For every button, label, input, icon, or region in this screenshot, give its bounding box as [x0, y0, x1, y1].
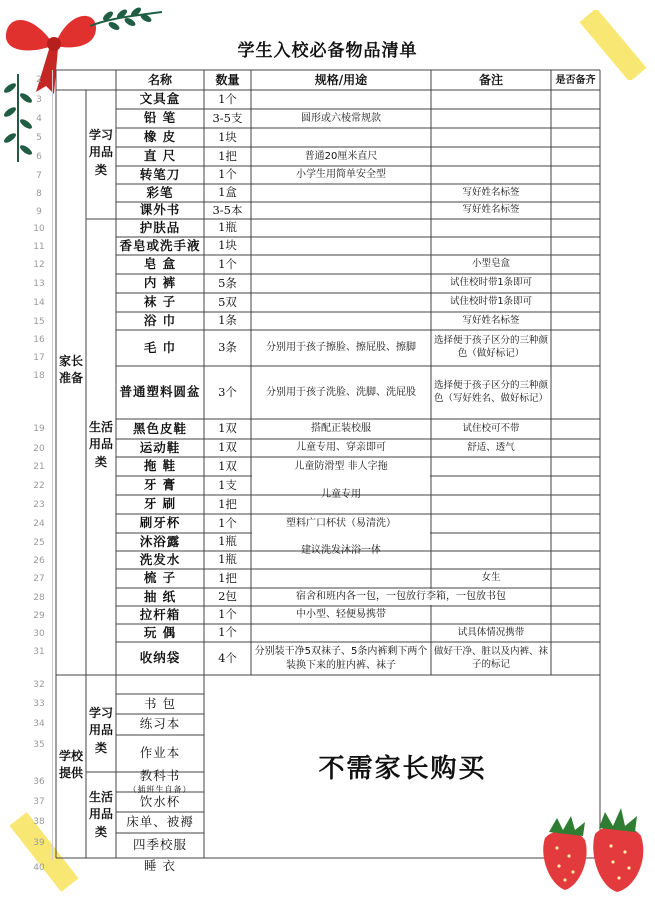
item-name: 刷牙杯 [139, 515, 181, 531]
row-number: 4 [36, 114, 42, 124]
row-number: 39 [33, 838, 45, 848]
row-number: 18 [33, 371, 45, 381]
item-spec: 建议洗发沐浴一体 [301, 545, 381, 557]
item-note: 试具体情况携带 [457, 626, 525, 638]
row-number: 34 [33, 719, 45, 729]
row-number: 10 [33, 224, 45, 234]
item-spec: 搭配正装校服 [311, 423, 371, 435]
item-name: 文具盒 [139, 91, 181, 107]
item-note: 选择便于孩子区分的三种颜色（写好姓名、做好标记） [433, 379, 548, 404]
item-qty: 1双 [218, 421, 237, 436]
item-spec: 普通20厘米直尺 [304, 150, 378, 162]
row-number: 35 [33, 740, 45, 750]
item-qty: 3条 [218, 340, 237, 355]
row-number: 30 [33, 629, 45, 639]
row-number: 9 [36, 207, 42, 217]
item-spec: 儿童防滑型 非人字拖 [294, 460, 388, 472]
item-note: 选择便于孩子区分的三种颜色（做好标记） [433, 335, 548, 359]
row-number: 37 [33, 797, 45, 807]
school-item-name: 四季校服 [132, 837, 187, 853]
item-spec: 儿童专用 [321, 489, 361, 501]
item-name: 皂 盒 [143, 256, 177, 272]
item-spec: 儿童专用、穿亲即可 [296, 442, 386, 454]
school-item [116, 792, 204, 812]
item-name: 浴 巾 [143, 312, 177, 328]
item-name: 转笔刀 [139, 166, 181, 182]
item-name: 彩笔 [146, 184, 174, 200]
row-number: 14 [33, 298, 45, 308]
school-item [116, 833, 204, 858]
group-study-2: 学习用品类 [88, 705, 113, 755]
row-number: 28 [33, 593, 45, 603]
item-note: 试住校时带1条即可 [449, 296, 533, 308]
item-spec: 宿舍和班内各一包，一包放行李箱，一包放书包 [296, 591, 506, 603]
item-qty: 1块 [218, 129, 237, 144]
item-qty: 1把 [218, 148, 237, 163]
school-item-name: 书 包 [144, 695, 176, 711]
item-note: 做好干净、脏以及内裤、袜子的标记 [433, 645, 548, 670]
row-number: 17 [33, 353, 45, 363]
item-qty: 1盒 [218, 185, 237, 200]
school-item [116, 768, 204, 795]
school-item [116, 714, 204, 735]
row-number: 13 [33, 279, 45, 289]
row-number: 20 [33, 444, 45, 454]
group-life-2: 生活用品类 [88, 789, 113, 839]
item-qty: 1把 [218, 496, 237, 511]
school-item [116, 694, 204, 714]
row-number: 23 [33, 500, 45, 510]
item-name: 袜 子 [143, 294, 177, 310]
item-note: 女生 [481, 572, 501, 584]
row-number: 11 [33, 242, 45, 252]
item-spec: 中小型、轻便易携带 [296, 609, 386, 621]
item-qty: 1个 [218, 167, 237, 182]
row-number: 7 [36, 171, 42, 181]
row-number: 29 [33, 611, 45, 621]
item-name: 运动鞋 [139, 439, 181, 455]
school-item-name: 睡 衣 [144, 858, 176, 873]
item-qty: 1个 [218, 91, 237, 106]
group-parent: 家长准备 [58, 353, 83, 385]
item-name: 护肤品 [139, 219, 181, 235]
row-number: 19 [33, 424, 45, 434]
item-name: 牙 刷 [143, 496, 177, 512]
row-number: 12 [33, 260, 45, 270]
row-number: 21 [33, 462, 45, 472]
row-number: 3 [36, 95, 42, 105]
item-qty: 1瓶 [218, 552, 237, 567]
item-spec: 分别用于孩子洗脸、洗脚、洗屁股 [266, 386, 416, 398]
item-name: 玩 偶 [143, 624, 177, 640]
item-name: 拉杆箱 [139, 606, 181, 622]
row-number: 5 [36, 133, 42, 143]
page-title: 学生入校必备物品清单 [237, 41, 418, 61]
item-qty: 1块 [218, 238, 237, 253]
item-note: 写好姓名标签 [462, 314, 520, 326]
item-qty: 3-5本 [212, 202, 243, 217]
item-spec: 分别装干净5双袜子、5条内裤剩下两个装换下来的脏内裤、袜子 [254, 646, 428, 671]
item-spec: 圆形或六棱常规款 [301, 112, 381, 124]
school-item-name: 饮水杯 [139, 793, 181, 809]
item-note: 试住校可不带 [462, 422, 520, 434]
group-life-1: 生活用品类 [88, 419, 113, 469]
row-number: 24 [33, 519, 45, 529]
item-qty: 1双 [218, 458, 237, 473]
item-qty: 1把 [218, 570, 237, 585]
school-item-name: 练习本 [139, 716, 181, 732]
row-number: 15 [33, 317, 45, 327]
item-name: 内 裤 [143, 275, 177, 291]
item-name: 洗发水 [139, 551, 181, 567]
item-name: 沐浴露 [139, 533, 181, 549]
item-qty: 4个 [218, 650, 237, 665]
item-spec: 塑料广口杯状（易清洗） [286, 517, 396, 529]
item-spec: 分别用于孩子擦脸、擦屁股、擦脚 [266, 342, 416, 354]
group-school: 学校提供 [58, 748, 83, 780]
item-name: 橡 皮 [143, 129, 177, 145]
item-note: 小型皂盒 [471, 258, 510, 270]
item-name: 梳 子 [143, 570, 177, 586]
row-number: 33 [33, 699, 45, 709]
item-name: 普通塑料圆盆 [119, 384, 201, 400]
item-qty: 3个 [218, 384, 237, 399]
item-name: 牙 膏 [143, 477, 177, 493]
row-number: 27 [33, 574, 45, 584]
item-name: 铅 笔 [143, 110, 177, 126]
item-name: 香皂或洗手液 [119, 237, 201, 253]
school-item-name: 作业本 [139, 745, 181, 761]
item-qty: 1个 [218, 625, 237, 640]
header-spec: 规格/用途 [314, 73, 368, 88]
item-qty: 1双 [218, 440, 237, 455]
row-number: 16 [33, 335, 45, 345]
item-note: 写好姓名标签 [462, 204, 520, 216]
row-number: 25 [33, 538, 45, 548]
row-number: 2 [36, 75, 42, 85]
item-name: 黑色皮鞋 [132, 420, 187, 436]
school-item-name: 教科书 [139, 768, 181, 784]
item-qty: 2包 [218, 589, 237, 604]
header-ready: 是否备齐 [555, 74, 596, 86]
item-qty: 1条 [218, 313, 237, 328]
row-number: 6 [36, 152, 42, 162]
school-item [116, 812, 204, 833]
item-name: 拖 鞋 [143, 458, 177, 474]
item-qty: 5双 [218, 294, 237, 309]
school-item [116, 735, 204, 772]
header-note: 备注 [478, 73, 503, 88]
school-item-name: 床单、被褥 [126, 814, 194, 830]
item-spec: 小学生用简单安全型 [296, 169, 386, 181]
item-qty: 1个 [218, 607, 237, 622]
header-qty: 数量 [215, 73, 240, 88]
school-item [116, 858, 204, 875]
row-number: 40 [33, 863, 45, 873]
item-qty: 1个 [218, 515, 237, 530]
item-note: 试住校时带1条即可 [449, 277, 533, 289]
no-purchase-notice: 不需家长购买 [318, 754, 487, 784]
item-note: 舒适、透气 [467, 441, 515, 453]
row-number: 22 [33, 481, 45, 491]
group-study-1: 学习用品类 [88, 127, 113, 177]
item-name: 毛 巾 [143, 339, 177, 355]
row-number: 38 [33, 817, 45, 827]
item-name: 抽 纸 [143, 588, 177, 604]
header-name: 名称 [147, 73, 172, 88]
item-qty: 1支 [218, 477, 237, 492]
row-number: 26 [33, 556, 45, 566]
row-number: 8 [36, 189, 42, 199]
row-number: 31 [33, 647, 45, 657]
item-qty: 5条 [218, 275, 237, 290]
item-qty: 1个 [218, 256, 237, 271]
item-name: 课外书 [139, 202, 181, 218]
item-name: 收纳袋 [139, 650, 181, 666]
strawberries-icon [535, 798, 655, 898]
item-qty: 3-5支 [212, 110, 243, 125]
row-number: 36 [33, 777, 45, 787]
school-item-note: （插班生自备） [128, 785, 192, 795]
item-name: 直 尺 [143, 148, 177, 164]
row-number: 32 [33, 680, 45, 690]
item-qty: 1瓶 [218, 534, 237, 549]
item-note: 写好姓名标签 [462, 186, 520, 198]
item-qty: 1瓶 [218, 220, 237, 235]
